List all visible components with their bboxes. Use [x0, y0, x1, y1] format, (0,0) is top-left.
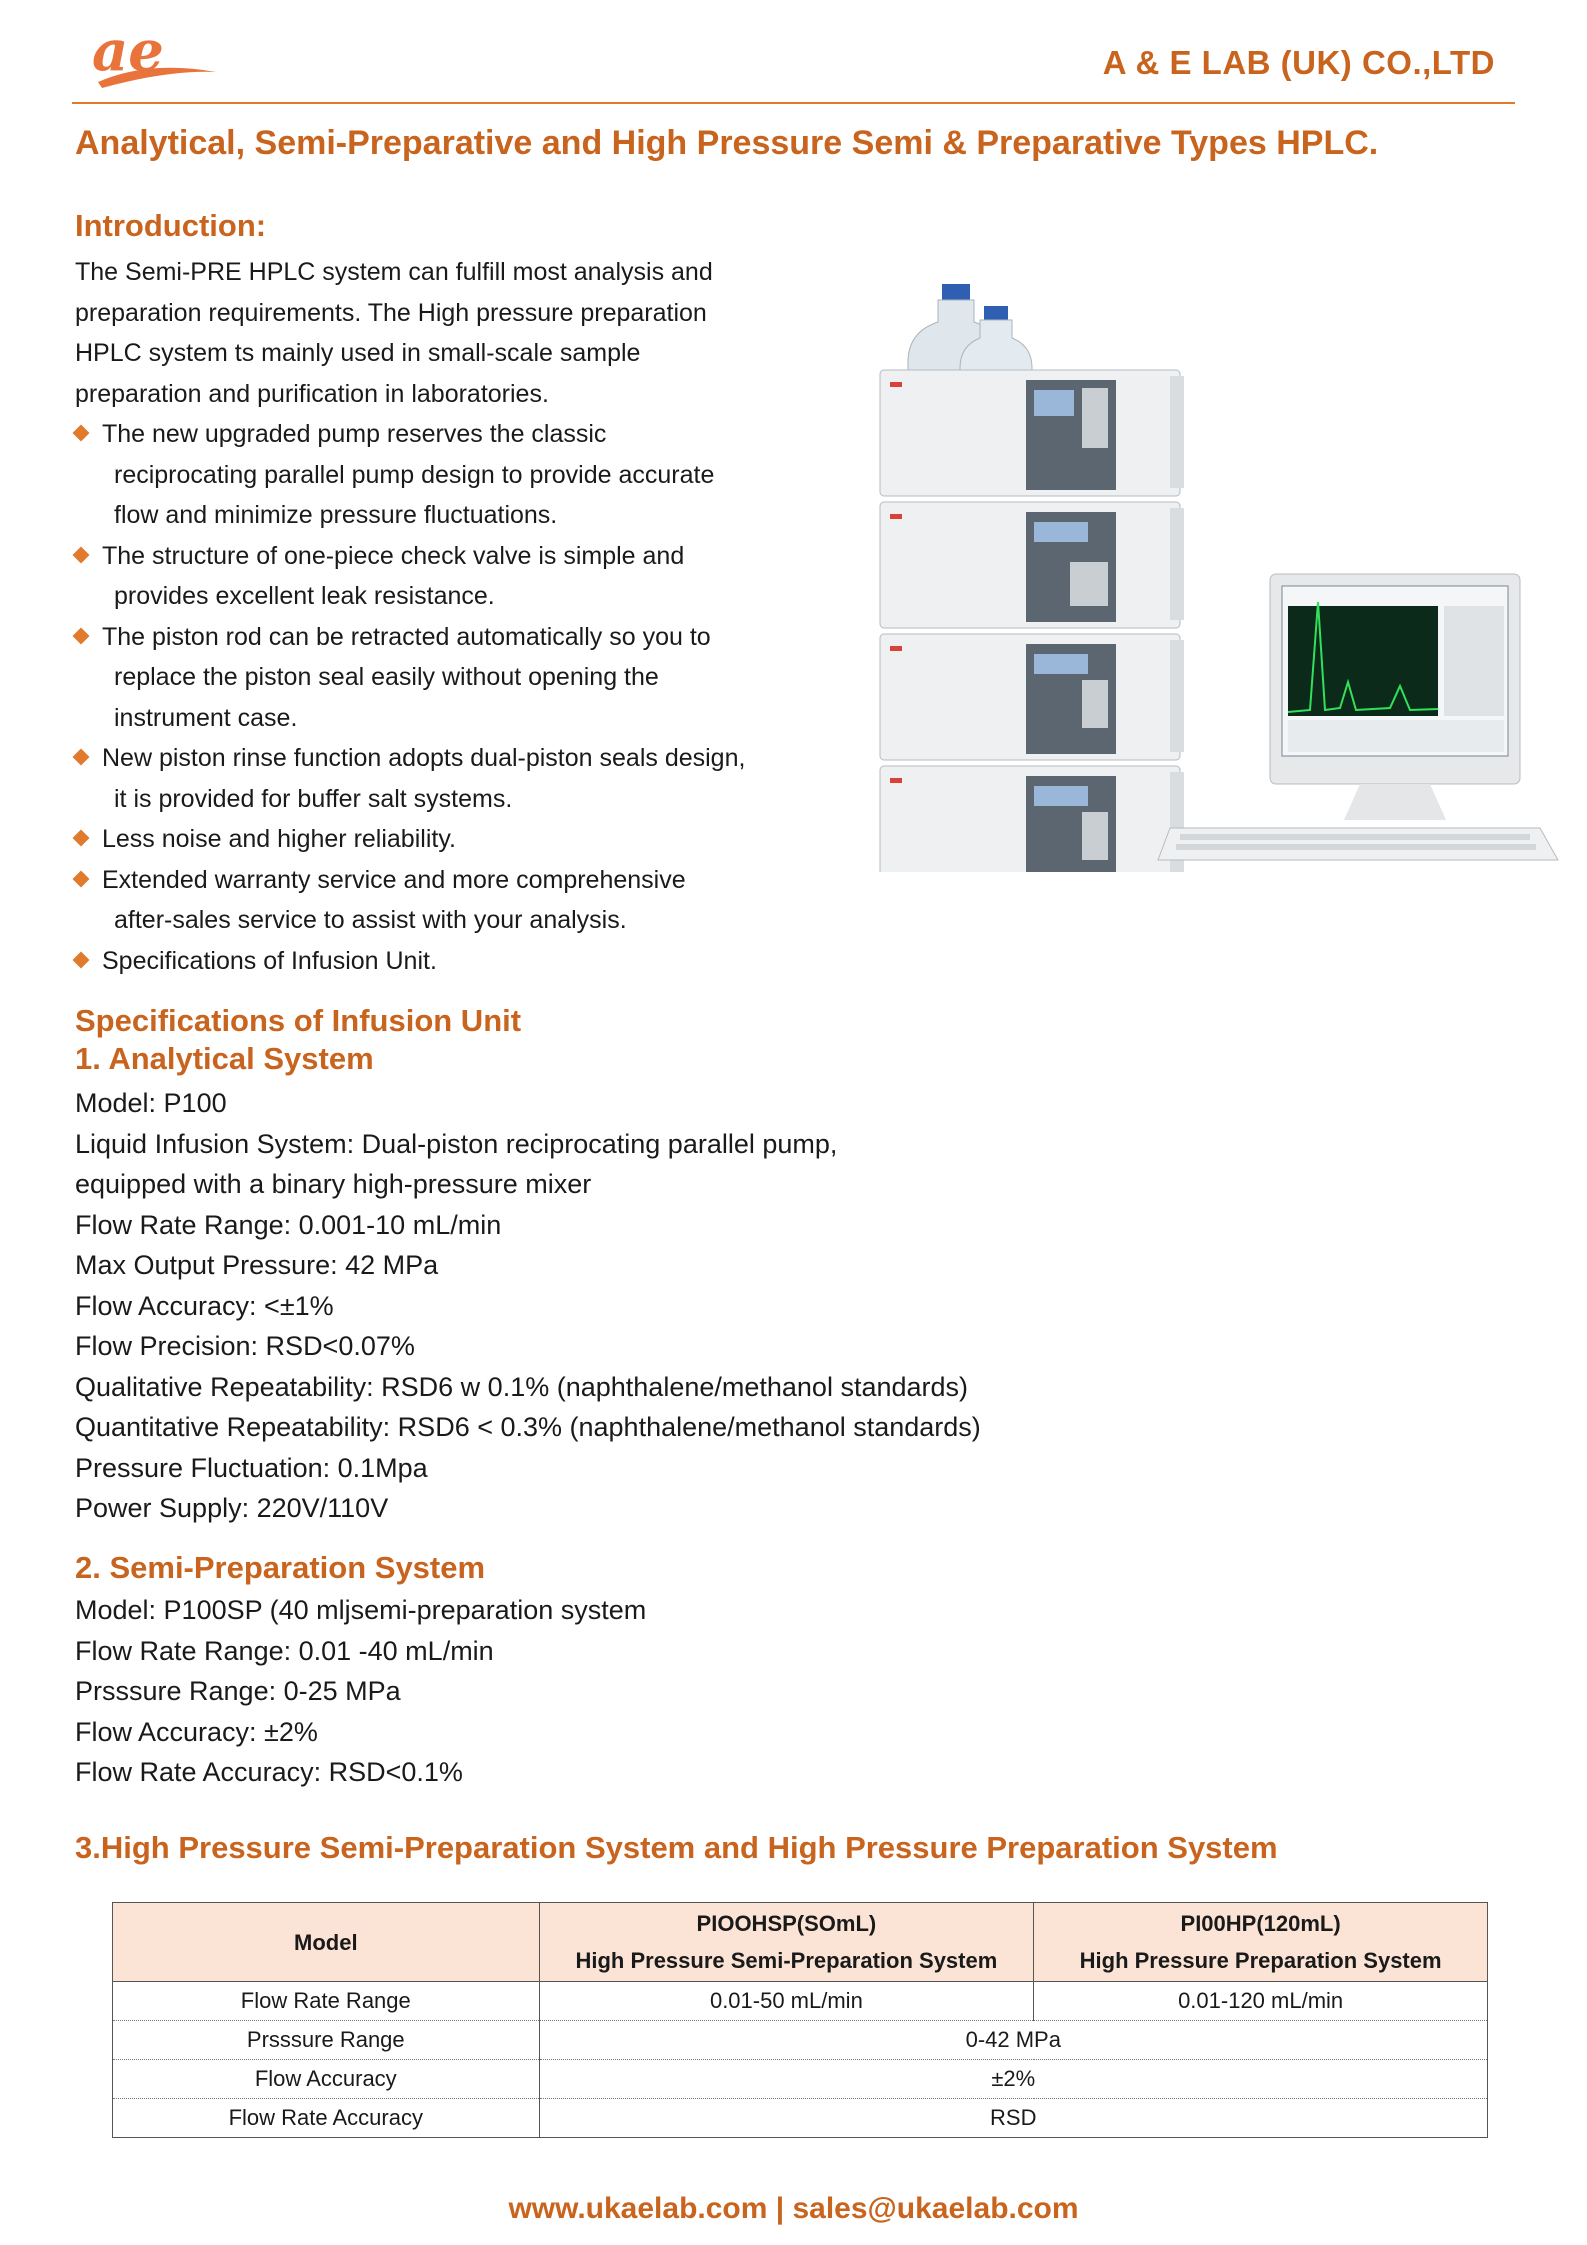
spec-line: Flow Accuracy: ±2% [75, 1716, 318, 1747]
svg-text:ae: ae [92, 20, 164, 84]
page-title: Analytical, Semi-Preparative and High Pressure Semi & Preparative Types HPLC. [75, 124, 1379, 162]
analytical-system-heading: 1. Analytical System [75, 1041, 374, 1076]
cell-value: 0.01-50 mL/min [539, 1982, 1034, 2021]
list-item: Specifications of Infusion Unit. [75, 941, 835, 982]
spec-line: Flow Precision: RSD<0.07% [75, 1331, 415, 1361]
row-label: Flow Rate Range [113, 1982, 540, 2021]
spec-line: Flow Accuracy: <±1% [75, 1290, 334, 1321]
list-item: The structure of one-piece check valve is simple and provides excellent leak resistance. [75, 536, 835, 617]
spec-line: Pressure Fluctuation: 0.1Mpa [75, 1452, 428, 1483]
spec-line: Flow Rate Range: 0.001-10 mL/min [75, 1209, 502, 1240]
spec-line: Flow Rate Range: 0.01 -40 mL/min [75, 1635, 494, 1666]
cell-value: ±2% [539, 2060, 1487, 2099]
high-pressure-spec-table [112, 1902, 1488, 2138]
row-label: Flow Rate Accuracy [113, 2099, 540, 2138]
list-item: The piston rod can be retracted automatically so you to replace the piston seal easily without opening the instrument case. [75, 617, 835, 739]
spec-line: Qualitative Repeatability: RSD6 w 0.1% (naphthalene/methanol standards) [75, 1371, 969, 1402]
table-row [113, 2060, 1488, 2099]
spec-line: Model: P100SP (40 mljsemi-preparation system [75, 1595, 647, 1625]
spec-line: Flow Rate Accuracy: RSD<0.1% [75, 1757, 463, 1787]
header-model: Model [113, 1903, 540, 1982]
intro-line: The Semi-PRE HPLC system can fulfill most analysis and [75, 258, 713, 286]
company-name: A & E LAB (UK) CO.,LTD [1102, 44, 1495, 81]
diamond-bullet-icon [73, 870, 90, 887]
spec-line: Prsssure Range: 0-25 MPa [75, 1676, 401, 1706]
table-row [113, 2099, 1488, 2138]
diamond-bullet-icon [73, 627, 90, 644]
specifications-heading: Specifications of Infusion Unit [75, 1003, 522, 1038]
row-label: Flow Accuracy [113, 2060, 540, 2099]
table-header-row [113, 1903, 1488, 1982]
spec-line: Liquid Infusion System: Dual-piston reciprocating parallel pump, [75, 1128, 838, 1159]
introduction-heading: Introduction: [75, 208, 267, 243]
spec-line: Model: P100 [75, 1088, 227, 1118]
hplc-system-image [870, 272, 1560, 872]
spec-line: Quantitative Repeatability: RSD6 < 0.3% (naphthalene/methanol standards) [75, 1412, 981, 1442]
list-item: Less noise and higher reliability. [75, 819, 835, 860]
intro-line: preparation and purification in laboratories. [75, 379, 549, 408]
semi-preparation-specs [75, 1590, 646, 1793]
semi-preparation-heading: 2. Semi-Preparation System [75, 1550, 486, 1585]
row-label: Prsssure Range [113, 2021, 540, 2060]
table-row [113, 2021, 1488, 2060]
intro-line: preparation requirements. The High pressure preparation [75, 298, 707, 327]
cell-value: 0.01-120 mL/min [1034, 1982, 1488, 2021]
spec-line: equipped with a binary high-pressure mixer [75, 1169, 592, 1199]
list-item: Extended warranty service and more comprehensive after-sales service to assist with your analysis. [75, 860, 835, 941]
footer-contact: www.ukaelab.com | sales@ukaelab.com [508, 2192, 1079, 2225]
company-logo [88, 20, 224, 92]
spec-line: Power Supply: 220V/110V [75, 1493, 389, 1523]
list-item: New piston rinse function adopts dual-piston seals design, it is provided for buffer salt systems. [75, 738, 835, 819]
intro-line: HPLC system ts mainly used in small-scale sample [75, 339, 641, 367]
spec-line: Max Output Pressure: 42 MPa [75, 1250, 439, 1280]
diamond-bullet-icon [73, 425, 90, 442]
introduction-body [75, 252, 835, 981]
diamond-bullet-icon [73, 830, 90, 847]
table-row [113, 1982, 1488, 2021]
list-item: The new upgraded pump reserves the classic reciprocating parallel pump design to provide accurate flow and minimize pressure fluctuations. [75, 414, 835, 536]
cell-value: 0-42 MPa [539, 2021, 1487, 2060]
header-semi-prep: PIOOHSP(SOmL) High Pressure Semi-Preparation System [539, 1903, 1034, 1982]
high-pressure-heading: 3.High Pressure Semi-Preparation System and High Pressure Preparation System [75, 1830, 1278, 1865]
feature-list [75, 414, 835, 981]
diamond-bullet-icon [73, 546, 90, 563]
diamond-bullet-icon [73, 749, 90, 766]
cell-value: RSD [539, 2099, 1487, 2138]
header-divider [72, 102, 1515, 104]
analytical-specs [75, 1083, 981, 1529]
diamond-bullet-icon [73, 951, 90, 968]
header-prep: PI00HP(120mL) High Pressure Preparation System [1034, 1903, 1488, 1982]
